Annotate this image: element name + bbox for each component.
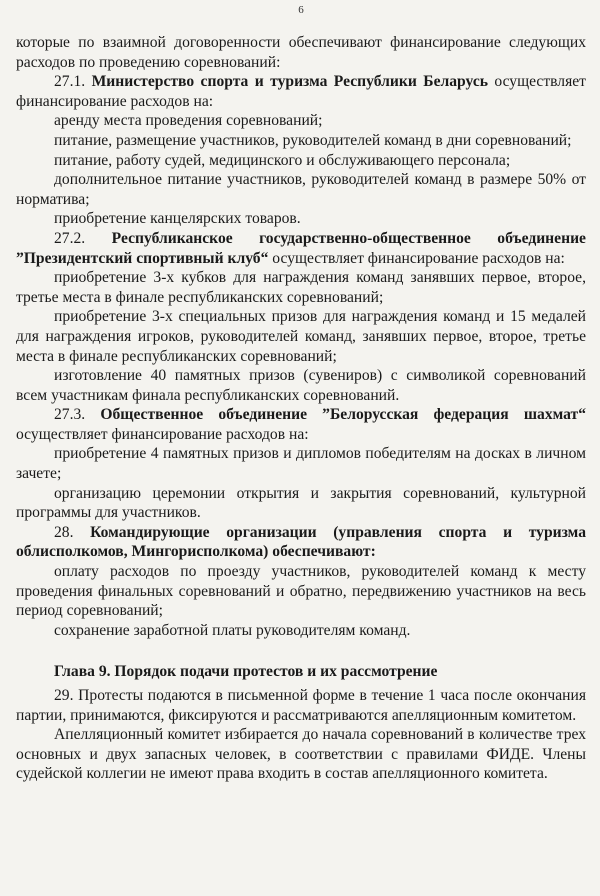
list-item: сохранение заработной платы руководителям команд. [54,621,411,639]
list-item: изготовление 40 памятных призов (сувениров) с символикой соревнований всем участникам финала республиканских соревнований. [16,367,586,404]
clause-number: 27.1. [54,73,92,91]
intro-paragraph: которые по взаимной договоренности обеспечивают финансирование следующих расходов по проведению соревнований: [16,34,586,71]
clause-number: 28. [54,523,91,541]
list-item: оплату расходов по проезду участников, руководителей команд к месту проведения финальных соревнований и обратно, передвижению участников на весь период соревнований; [16,563,586,620]
organization-name: Командирующие организации (управления спорта и туризма облисполкомов, Мингорисполкома) обеспечивают: [16,523,586,561]
list-item: организацию церемонии открытия и закрытия соревнований, культурной программы для участников. [16,484,586,522]
clause-number: 27.2. [54,229,112,247]
clause-29: 29. Протесты подаются в письменной форме в течение 1 часа после окончания партии, принимаются, фиксируются и рассматриваются апелляционным комитетом. [16,687,586,724]
clause-27-2 [16,229,586,268]
organization-name: Общественное объединение ”Белорусская федерация шахмат“ [100,406,586,424]
clause-27-1 [16,72,586,111]
clause-text: осуществляет финансирование расходов на: [16,425,309,443]
chapter-heading: Глава 9. Порядок подачи протестов и их рассмотрение [54,663,438,681]
organization-name: Министерство спорта и туризма Республики Беларусь [91,73,488,91]
list-item: питание, размещение участников, руководителей команд в дни соревнований; [54,131,572,149]
organization-name: Республиканское государственно-общественное объединение ”Президентский спортивный клуб“ [16,229,586,267]
page-number: 6 [298,4,304,16]
list-item: дополнительное питание участников, руководителей команд в размере 50% от норматива; [16,171,586,208]
clause-number: 27.3. [54,406,101,424]
list-item: питание, работу судей, медицинского и обслуживающего персонала; [54,151,511,169]
clause-29-paragraph: Апелляционный комитет избирается до начала соревнований в количестве трех основных и двух запасных человек, в соответствии с правилами ФИДЕ. Члены судейской коллегии не имеют права входить в состав апелляционного комитета. [16,726,586,783]
list-item: приобретение 4 памятных призов и дипломов победителям на досках в личном зачете; [16,445,586,483]
list-item: приобретение 3-х кубков для награждения команд занявших первое, второе, третье места в финале республиканских соревнований; [16,269,586,306]
list-item: приобретение канцелярских товаров. [54,210,301,228]
list-item: аренду места проведения соревнований; [54,112,323,130]
clause-text: осуществляет финансирование расходов на: [16,73,586,110]
clause-28 [16,523,586,562]
list-item: приобретение 3-х специальных призов для награждения команд и 15 медалей для награждения игроков, руководителей команд, занявших первое, второе, третье места в финале республиканских соревнований; [16,308,586,365]
clause-27-3 [16,405,586,444]
clause-text: осуществляет финансирование расходов на: [268,249,565,267]
